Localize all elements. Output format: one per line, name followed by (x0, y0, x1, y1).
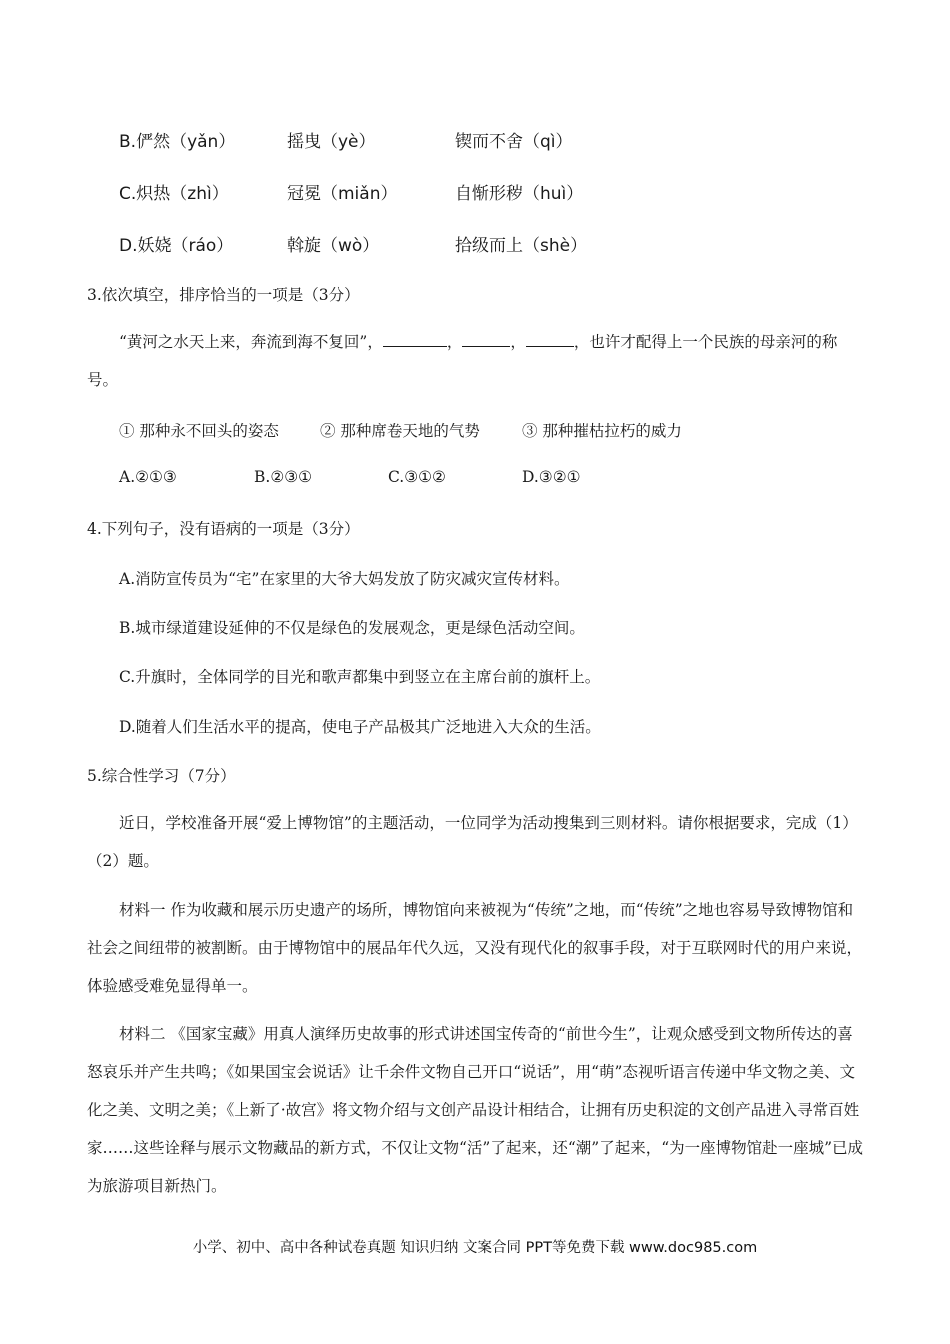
q4-choice-a: A.消防宣传员为“宅”在家里的大爷大妈发放了防灾减灾宣传材料。 (119, 570, 570, 588)
q2-option-b-item-3: 锲而不舍（qì） (455, 132, 573, 152)
q4-choice-c: C.升旗时，全体同学的目光和歌声都集中到竖立在主席台前的旗杆上。 (119, 668, 601, 686)
q4-choice-d: D.随着人们生活水平的提高，使电子产品极其广泛地进入大众的生活。 (119, 718, 601, 736)
q2-option-d-item-2: 斡旋（wò） (287, 236, 380, 256)
q2-option-b-item-1: B.俨然（yǎn） (119, 132, 236, 152)
q2-option-d-item-1: D.妖娆（ráo） (119, 236, 234, 256)
q5-intro: 近日，学校准备开展“爱上博物馆”的主题活动，一位同学为活动搜集到三则材料。请你根据要求，完成（1）（2）题。 (87, 814, 858, 870)
q2-option-c-item-3: 自惭形秽（huì） (455, 184, 584, 204)
q5-title: 5.综合性学习（7分） (87, 767, 236, 785)
q3-phrase-1: ① 那种永不回头的姿态 (119, 422, 279, 440)
q5-material-1: 材料一 作为收藏和展示历史遗产的场所，博物馆向来被视为“传统”之地，而“传统”之地也容易导致博物馆和社会之间纽带的被割断。由于博物馆中的展品年代久远，又没有现代化的叙事手段，对于互联网时代的用户来说，体验感受难免显得单一。 (87, 901, 863, 995)
q3-comma-2: ， (510, 333, 526, 351)
q3-stem (87, 323, 865, 399)
q3-title: 3.依次填空，排序恰当的一项是（3分） (87, 286, 360, 304)
q3-choice-c: C.③①② (388, 468, 446, 486)
q5-material-2: 材料二 《国家宝藏》用真人演绎历史故事的形式讲述国宝传奇的“前世今生”，让观众感受到文物所传达的喜怒哀乐并产生共鸣；《如果国宝会说话》让千余件文物自己开口“说话”，用“萌”态视听语言传递中华文物之美、文化之美、文明之美；《上新了·故宫》将文物介绍与文创产品设计相结合，让拥有历史积淀的文创产品进入寻常百姓家……这些诠释与展示文物藏品的新方式，不仅让文物“活”了起来，还“潮”了起来，“为一座博物馆赴一座城”已成为旅游项目新热门。 (87, 1025, 864, 1195)
q3-phrase-3: ③ 那种摧枯拉朽的威力 (522, 422, 682, 440)
q4-choice-b: B.城市绿道建设延伸的不仅是绿色的发展观念，更是绿色活动空间。 (119, 619, 585, 637)
q3-stem-before: “黄河之水天上来，奔流到海不复回”， (119, 333, 383, 351)
q2-option-c-item-2: 冠冕（miǎn） (287, 184, 398, 204)
q2-option-c-item-1: C.炽热（zhì） (119, 184, 229, 204)
q3-blank-3 (526, 332, 574, 347)
q3-choice-d: D.③②① (522, 468, 581, 486)
q4-title: 4.下列句子，没有语病的一项是（3分） (87, 520, 360, 538)
q3-choice-a: A.②①③ (119, 468, 177, 486)
q3-phrase-2: ② 那种席卷天地的气势 (320, 422, 480, 440)
page-footer: 小学、初中、高中各种试卷真题 知识归纳 文案合同 PPT等免费下载 www.doc985.com (192, 1240, 758, 1256)
q3-comma-1: ， (446, 333, 463, 351)
q3-stem-after: ，也许才配得上一个民族的母亲河的称号。 (87, 333, 838, 389)
q3-blank-2 (462, 332, 510, 347)
q3-blank-1 (383, 332, 447, 347)
q2-option-b-item-2: 摇曳（yè） (287, 132, 376, 152)
q2-option-d-item-3: 拾级而上（shè） (455, 236, 588, 256)
q3-choice-b: B.②③① (254, 468, 313, 486)
